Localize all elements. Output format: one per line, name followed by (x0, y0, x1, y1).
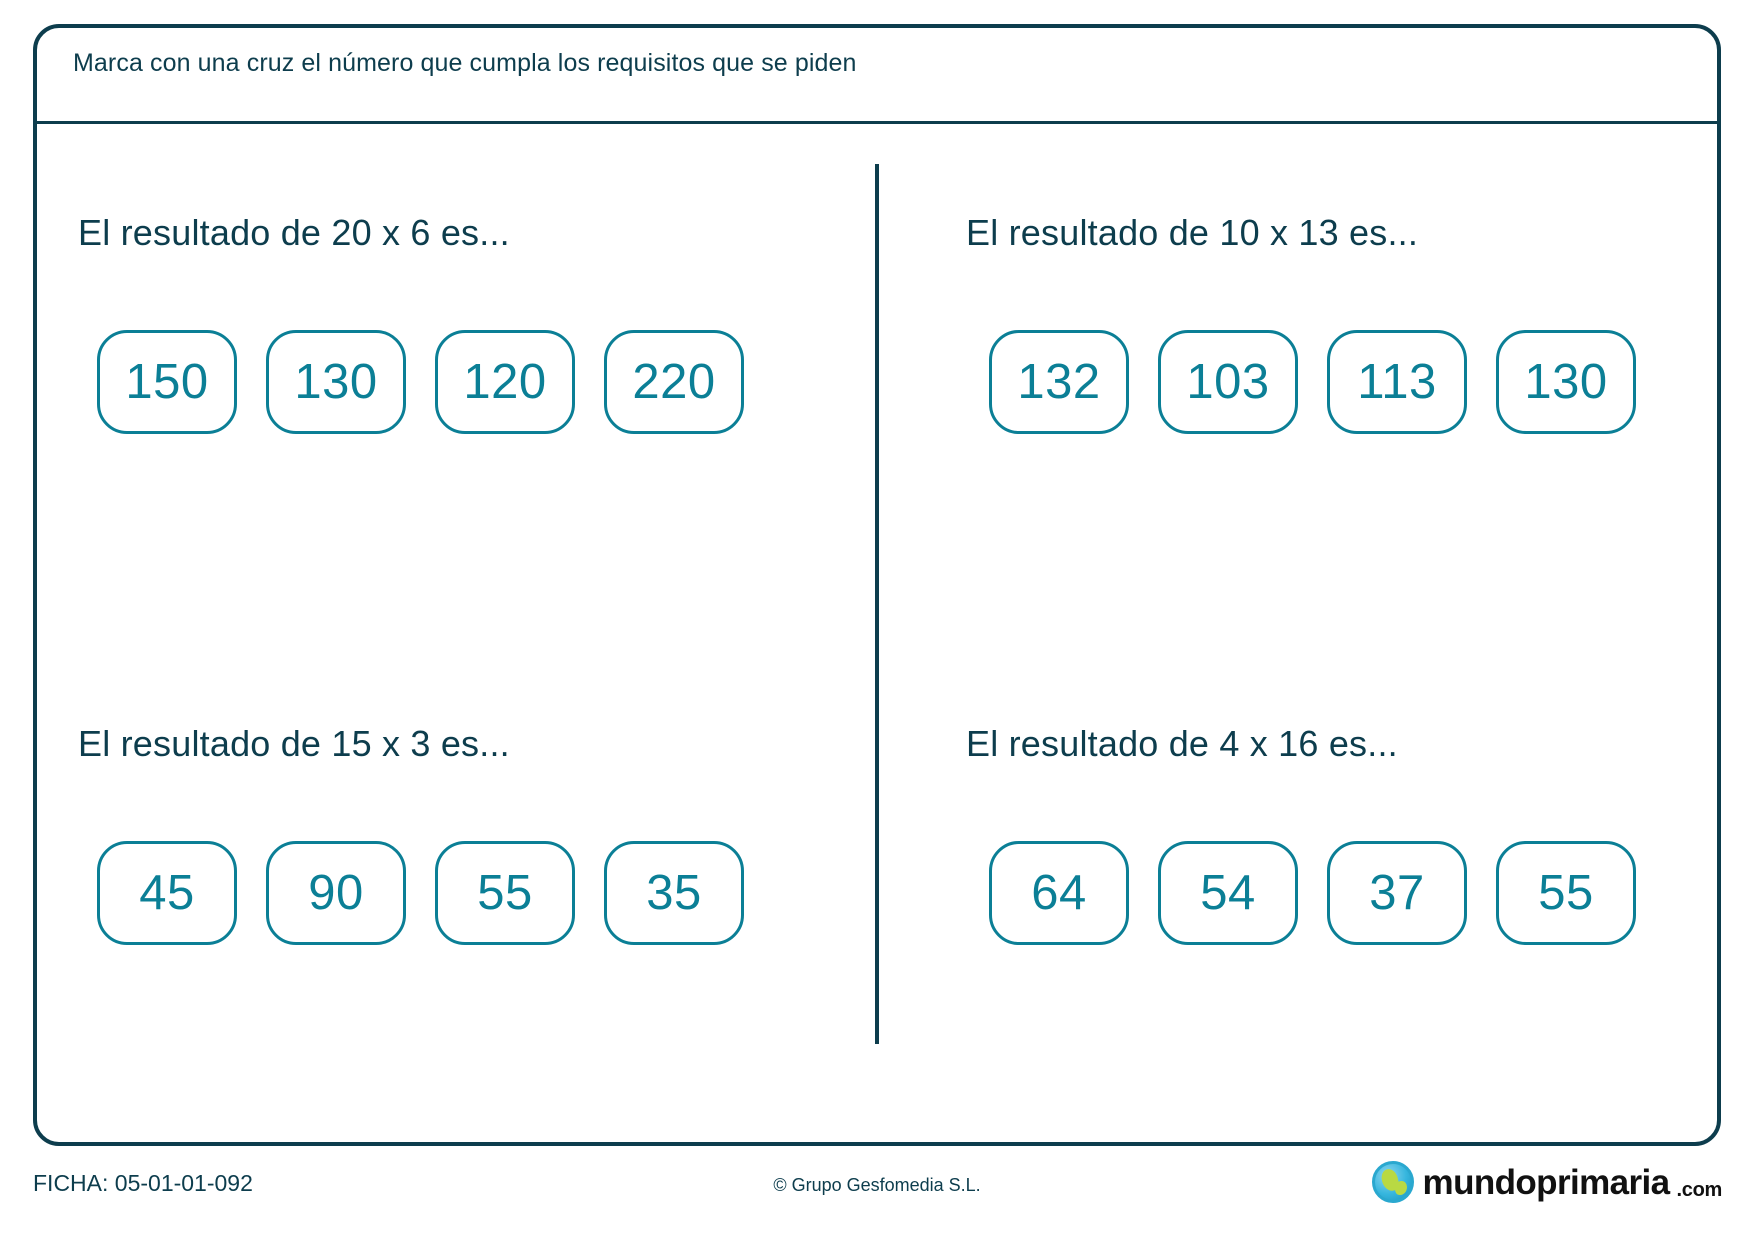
questions-grid (37, 124, 1717, 1146)
option-value: 120 (463, 354, 547, 409)
question-prompt-1: El resultado de 20 x 6 es... (78, 212, 510, 253)
option-value: 55 (477, 865, 533, 920)
option-3-1[interactable] (97, 841, 237, 945)
question-block-2 (877, 124, 1717, 635)
option-1-4[interactable] (604, 330, 744, 434)
option-4-1[interactable] (989, 841, 1129, 945)
option-3-2[interactable] (266, 841, 406, 945)
option-2-4[interactable] (1496, 330, 1636, 434)
option-value: 103 (1186, 354, 1270, 409)
worksheet-frame (33, 24, 1721, 1146)
option-group-2 (989, 330, 1636, 434)
option-value: 150 (125, 354, 209, 409)
option-value: 130 (294, 354, 378, 409)
option-1-3[interactable] (435, 330, 575, 434)
copyright-text: © Grupo Gesfomedia S.L. (773, 1175, 981, 1195)
option-group-4 (989, 841, 1636, 945)
option-4-4[interactable] (1496, 841, 1636, 945)
brand-logo[interactable] (1372, 1161, 1722, 1203)
option-4-2[interactable] (1158, 841, 1298, 945)
page-footer (0, 1158, 1754, 1222)
option-2-3[interactable] (1327, 330, 1467, 434)
option-value: 130 (1524, 354, 1608, 409)
question-block-3 (37, 635, 877, 1146)
option-value: 220 (632, 354, 716, 409)
option-group-1 (97, 330, 744, 434)
option-2-2[interactable] (1158, 330, 1298, 434)
question-prompt-2: El resultado de 10 x 13 es... (966, 212, 1419, 253)
option-value: 37 (1369, 865, 1425, 920)
option-value: 90 (308, 865, 364, 920)
globe-icon (1372, 1161, 1414, 1203)
option-value: 35 (646, 865, 702, 920)
question-block-1 (37, 124, 877, 635)
brand-name: mundoprimaria (1422, 1162, 1670, 1202)
option-2-1[interactable] (989, 330, 1129, 434)
option-value: 64 (1031, 865, 1087, 920)
option-value: 55 (1538, 865, 1594, 920)
option-value: 45 (139, 865, 195, 920)
ficha-code: FICHA: 05-01-01-092 (33, 1170, 253, 1196)
option-value: 54 (1200, 865, 1256, 920)
option-4-3[interactable] (1327, 841, 1467, 945)
option-value: 132 (1017, 354, 1101, 409)
option-3-3[interactable] (435, 841, 575, 945)
option-group-3 (97, 841, 744, 945)
question-prompt-3: El resultado de 15 x 3 es... (78, 723, 510, 764)
brand-tld: .com (1676, 1179, 1722, 1201)
option-value: 113 (1357, 354, 1437, 409)
instruction-text: Marca con una cruz el número que cumpla los requisitos que se piden (73, 49, 857, 77)
question-block-4 (877, 635, 1717, 1146)
option-1-2[interactable] (266, 330, 406, 434)
instruction-bar (37, 28, 1717, 124)
option-1-1[interactable] (97, 330, 237, 434)
option-3-4[interactable] (604, 841, 744, 945)
question-prompt-4: El resultado de 4 x 16 es... (966, 723, 1398, 764)
